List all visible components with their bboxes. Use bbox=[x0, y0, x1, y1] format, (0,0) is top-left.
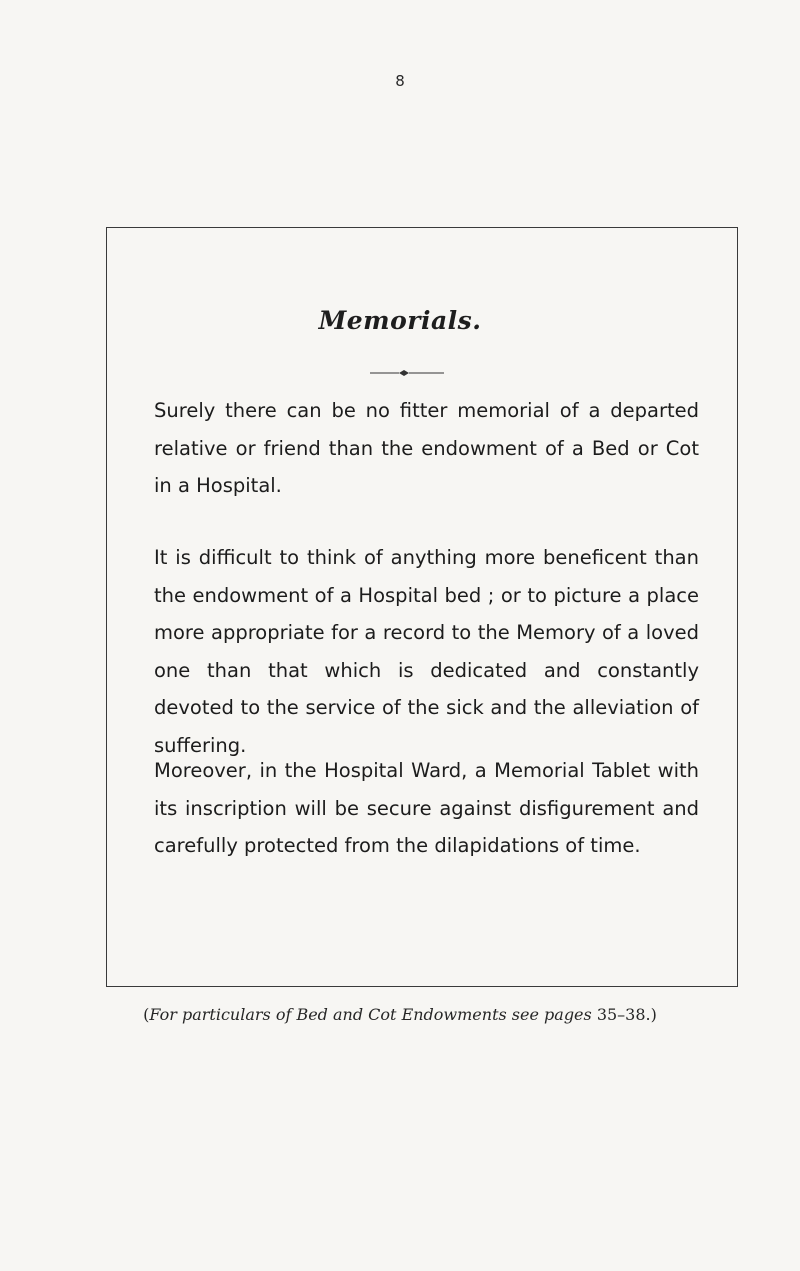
footnote-open: ( bbox=[143, 1005, 150, 1024]
paragraph-3: Moreover, in the Hospital Ward, a Memorial Tablet with its inscription will be secure against disfigurement and carefully protected from the dilapidations of time. bbox=[154, 759, 699, 857]
paragraph-1: Surely there can be no fitter memorial of a departed relative or friend than the endowment of a Bed or Cot in a Hospital. bbox=[154, 399, 699, 497]
section-heading: Memorials. bbox=[318, 306, 482, 335]
ornament-divider bbox=[370, 368, 444, 378]
footnote bbox=[0, 1005, 800, 1024]
footnote-italic: For particulars of Bed and Cot Endowments see pages bbox=[149, 1005, 592, 1024]
page-number: 8 bbox=[395, 72, 405, 90]
footnote-pages: 35–38.) bbox=[591, 1005, 657, 1024]
paragraph-2: It is difficult to think of anything more beneficent than the endowment of a Hospital bed ; or to picture a place more appropriate for a record to the Memory of a loved one than that which is dedicated and constantly devoted to the service of the sick and the alleviation of suffering. bbox=[154, 546, 699, 757]
